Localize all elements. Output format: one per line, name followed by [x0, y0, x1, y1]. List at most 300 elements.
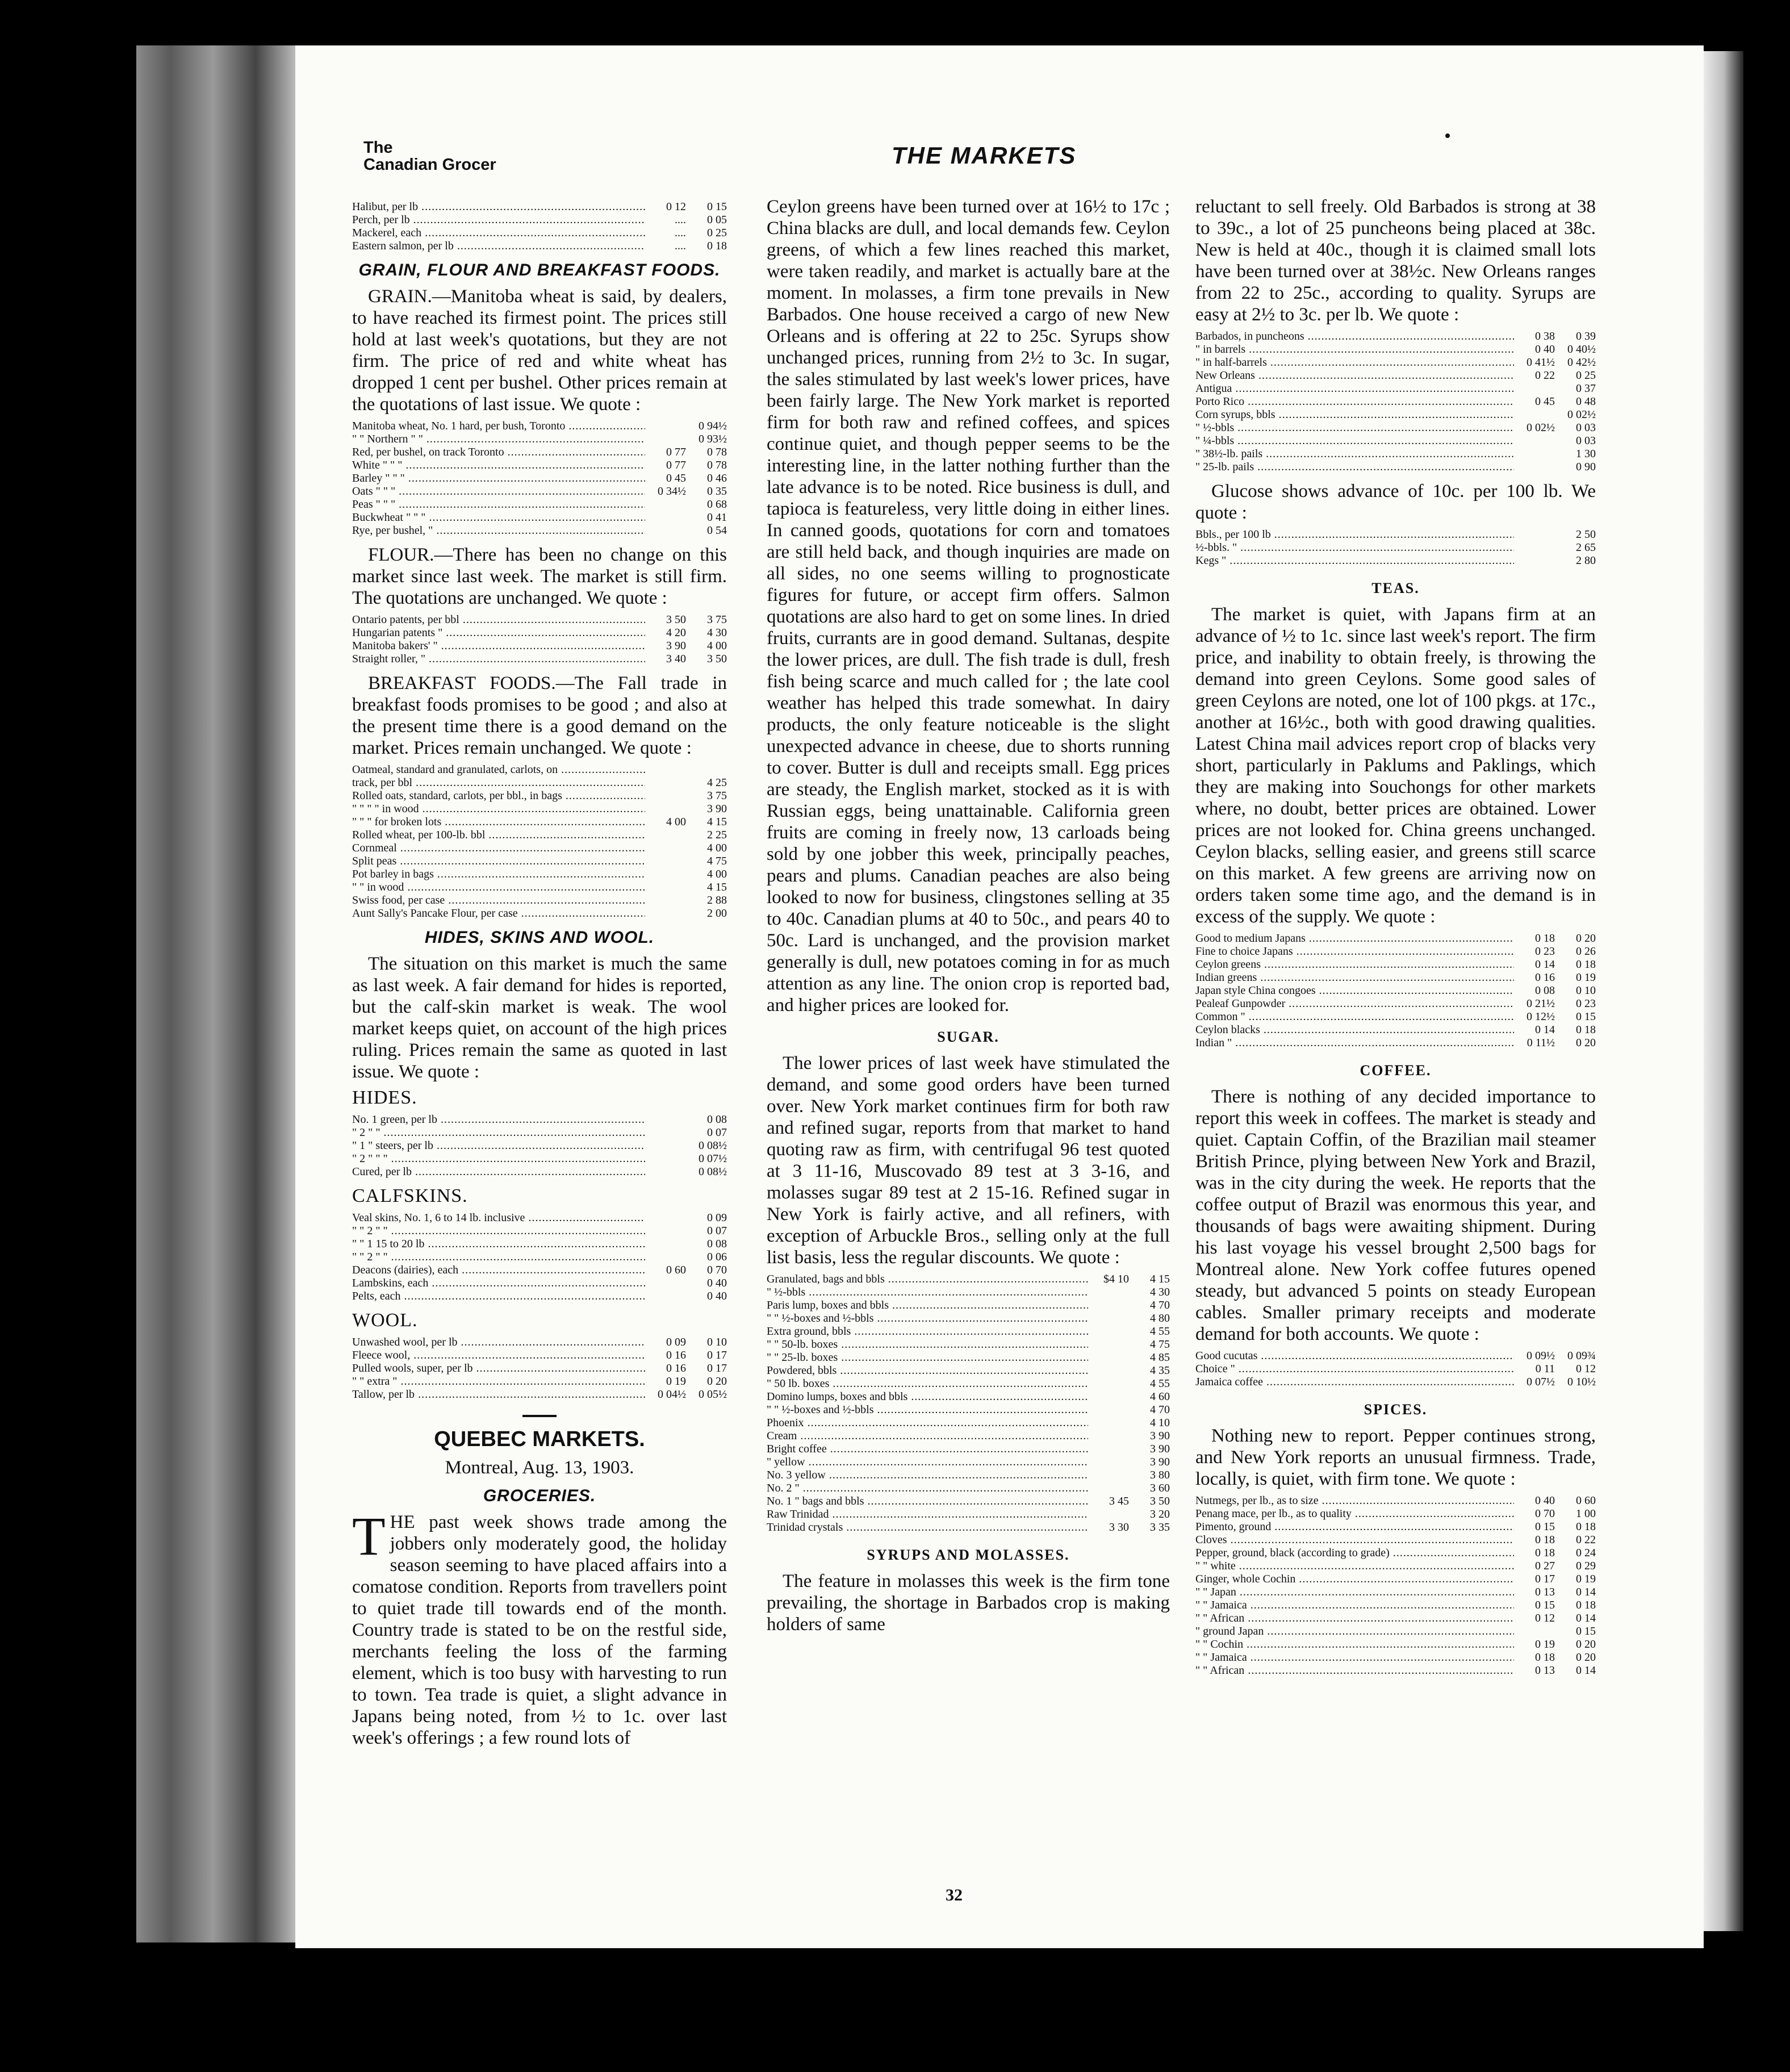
price-high: 0 68 [707, 498, 727, 511]
price-row [1195, 997, 1596, 1010]
item-label: Oats " " " ..... [352, 485, 645, 498]
right-page-edge [1704, 51, 1743, 1931]
item-label: " 1 " steers, per lb ..... [352, 1139, 645, 1152]
price-low: 0 19 [1535, 1638, 1555, 1651]
price-row [1195, 421, 1596, 435]
item-label: Ceylon blacks ..... [1195, 1024, 1514, 1037]
item-label: Bbls., per 100 lb ..... [1195, 528, 1514, 541]
price-low [1514, 541, 1555, 554]
price-low [1088, 1417, 1129, 1430]
price-row [352, 446, 727, 459]
item-label: Manitoba wheat, No. 1 hard, per bush, Toronto ..... [352, 420, 645, 433]
price-low: 3 50 [666, 613, 686, 626]
price-high: 0 48 [1576, 395, 1596, 408]
price-high: 4 85 [1150, 1351, 1170, 1364]
price-row [352, 776, 727, 789]
item-label: Antigua ..... [1195, 382, 1514, 395]
price-low [645, 803, 686, 816]
price-high: 0 10 [707, 1336, 727, 1348]
item-label: " " 1 15 to 20 lb ..... [352, 1238, 645, 1251]
grain-paragraph: GRAIN.—Manitoba wheat is said, by dealers, to have reached its firmest point. The prices still hold at last week's quotations, but they are not firm. The price of red and white wheat has dropped 1 cent per bushel. Other prices remain at the quotations of last issue. We quote : [352, 286, 727, 415]
price-high: 0 10½ [1567, 1376, 1596, 1388]
groceries-paragraph [352, 1506, 727, 1749]
price-row [352, 653, 727, 666]
price-row [352, 613, 727, 626]
price-low: 0 18 [1535, 932, 1555, 945]
price-row [352, 1113, 727, 1126]
price-row [767, 1299, 1170, 1312]
price-high: 0 18 [1576, 958, 1596, 971]
price-low [1088, 1338, 1129, 1351]
price-high: 0 19 [1576, 971, 1596, 984]
price-row [352, 524, 727, 537]
price-high: 0 25 [1576, 369, 1596, 382]
price-row [767, 1495, 1170, 1508]
price-row [352, 1126, 727, 1139]
item-label: Cured, per lb ..... [352, 1166, 645, 1179]
price-high: 0 07 [707, 1225, 727, 1237]
item-label: Peas " " " ..... [352, 498, 645, 511]
price-row [1195, 435, 1596, 448]
item-label: Japan style China congoes ..... [1195, 984, 1514, 997]
item-label: Cloves ..... [1195, 1534, 1514, 1547]
price-row [1195, 395, 1596, 408]
price-low: 3 90 [666, 640, 686, 652]
price-low: 0 11½ [1526, 1037, 1555, 1049]
price-high: 0 09¾ [1567, 1350, 1596, 1362]
price-high: 0 02½ [1567, 408, 1596, 421]
masthead-line-2: Canadian Grocer [363, 156, 496, 174]
hides-price-table [352, 1113, 727, 1179]
price-low: 0 34½ [658, 485, 686, 498]
price-low [645, 433, 686, 446]
item-label: Jamaica coffee ..... [1195, 1376, 1514, 1389]
item-label: Pot barley in bags ..... [352, 868, 645, 881]
item-label: No. 1 " bags and bbls ..... [767, 1495, 1088, 1508]
price-low [645, 524, 686, 537]
price-low: 0 16 [1535, 971, 1555, 984]
item-label: " " 25-lb. boxes ..... [767, 1351, 1088, 1364]
price-high: 0 08½ [699, 1166, 727, 1178]
price-low: 0 08 [1535, 984, 1555, 997]
price-row [767, 1469, 1170, 1482]
price-high: 2 25 [707, 829, 727, 841]
page-number: 32 [946, 1886, 963, 1904]
price-row [767, 1456, 1170, 1469]
price-low: 0 04½ [658, 1388, 686, 1401]
price-row [1195, 343, 1596, 356]
subheading-calfskins: CALFSKINS. [352, 1185, 468, 1206]
price-low [1088, 1482, 1129, 1495]
price-high: 1 00 [1576, 1507, 1596, 1520]
item-label: Trinidad crystals ..... [767, 1521, 1088, 1534]
item-label: New Orleans ..... [1195, 369, 1514, 382]
price-low [645, 1290, 686, 1303]
price-low: 3 40 [666, 653, 686, 665]
calfskins-price-table [352, 1212, 727, 1303]
price-high: 4 00 [707, 842, 727, 854]
price-low: 0 02½ [1526, 421, 1555, 434]
price-low [1514, 528, 1555, 541]
price-high: 0 20 [707, 1375, 727, 1388]
section-heading-spices: SPICES. [1364, 1401, 1428, 1418]
price-high: 3 90 [707, 803, 727, 815]
price-row [767, 1417, 1170, 1430]
price-row [352, 907, 727, 920]
coffee-paragraph: There is nothing of any decided importance to report this week in coffees. The market is steady and quiet. Captain Coffin, of the Brazilian mail steamer British Prince, plying between New York and Brazil, was in the city during the week. He reports that the coffee output of Brazil was enormous this year, and thousands of bags were awaiting shipment. During his last voyage his vessel brought 2,500 bags for Montreal alone. New York coffee futures opened steady, but advanced 5 points on steady European cables. Smaller primary receipts and moderate demand for both accounts. We quote : [1195, 1087, 1596, 1344]
price-high: 4 80 [1150, 1312, 1170, 1325]
price-high: 0 94½ [699, 420, 727, 432]
item-label: Indian greens ..... [1195, 971, 1514, 984]
item-label: " " Jamaica ..... [1195, 1599, 1514, 1612]
price-row [352, 1388, 727, 1401]
item-label: Mackerel, each ..... [352, 227, 645, 240]
price-high: 3 80 [1150, 1469, 1170, 1481]
item-label: " yellow ..... [767, 1456, 1088, 1469]
item-label: " " ½-boxes and ½-bbls ..... [767, 1312, 1088, 1325]
price-low [645, 1212, 686, 1225]
price-row [1195, 1599, 1596, 1612]
price-row [1195, 1494, 1596, 1507]
item-label: " ¼-bbls ..... [1195, 435, 1514, 448]
item-label: Ceylon greens ..... [1195, 958, 1514, 971]
breakfast-paragraph: BREAKFAST FOODS.—The Fall trade in breakfast foods promises to be good ; and also at the present time there is a good demand on the market. Prices remain unchanged. We quote : [352, 673, 727, 758]
price-high: 0 07 [707, 1126, 727, 1139]
price-high: 3 75 [707, 789, 727, 802]
item-label: Ginger, whole Cochin ..... [1195, 1573, 1514, 1586]
price-low [645, 868, 686, 881]
price-low: 0 09½ [1526, 1350, 1555, 1362]
item-label: Nutmegs, per lb., as to size ..... [1195, 1494, 1514, 1507]
price-row [352, 472, 727, 485]
price-low: 0 16 [666, 1349, 686, 1361]
price-high: 0 20 [1576, 932, 1596, 945]
price-high: 4 15 [707, 881, 727, 893]
price-low: 0 40 [1535, 1494, 1555, 1507]
item-label: " " Jamaica ..... [1195, 1651, 1514, 1664]
item-label: Split peas ..... [352, 855, 645, 868]
price-row [352, 763, 727, 776]
price-high: 0 15 [1576, 1625, 1596, 1637]
price-low: 4 20 [666, 626, 686, 639]
item-label: Raw Trinidad ..... [767, 1508, 1088, 1521]
price-row [352, 803, 727, 816]
price-high: 0 18 [1576, 1520, 1596, 1533]
masthead [363, 139, 496, 173]
item-label: " ground Japan ..... [1195, 1625, 1514, 1638]
price-row [767, 1390, 1170, 1403]
price-row [1195, 1651, 1596, 1664]
price-high: 4 00 [707, 640, 727, 652]
price-low: 0 14 [1535, 1024, 1555, 1036]
price-low [645, 855, 686, 868]
price-row [767, 1443, 1170, 1456]
price-high [686, 763, 727, 776]
section-heading-grain: GRAIN, FLOUR AND BREAKFAST FOODS. [358, 261, 721, 279]
price-low [1088, 1403, 1129, 1417]
item-label: Cream ..... [767, 1430, 1088, 1443]
price-low [1088, 1469, 1129, 1482]
price-high: 0 14 [1576, 1586, 1596, 1598]
price-low [645, 1238, 686, 1251]
price-row [767, 1273, 1170, 1286]
price-high: 0 41 [707, 511, 727, 524]
price-high: 0 03 [1576, 435, 1596, 447]
price-row [1195, 330, 1596, 343]
price-high: 0 06 [707, 1251, 727, 1263]
dateline: Montreal, Aug. 13, 1903. [445, 1457, 634, 1478]
price-high: 0 24 [1576, 1547, 1596, 1559]
price-high: 0 10 [1576, 984, 1596, 997]
item-label: Hungarian patents " ..... [352, 626, 645, 640]
price-row [1195, 1376, 1596, 1389]
price-high: 0 46 [707, 472, 727, 484]
price-low: 0 21½ [1526, 997, 1555, 1010]
price-row [352, 200, 727, 214]
price-low [1088, 1456, 1129, 1469]
price-high: 0 22 [1576, 1534, 1596, 1546]
glucose-price-table [1195, 528, 1596, 567]
price-row [352, 1225, 727, 1238]
price-row [1195, 1586, 1596, 1599]
price-low: 0 19 [666, 1375, 686, 1388]
price-high: 4 55 [1150, 1325, 1170, 1338]
price-low [645, 1139, 686, 1152]
price-row [352, 894, 727, 907]
price-low: 0 45 [666, 472, 686, 484]
item-label: Perch, per lb ..... [352, 214, 645, 227]
item-label: " " extra " ..... [352, 1375, 645, 1388]
item-label: " 2 " " " ..... [352, 1152, 645, 1166]
item-label: Paris lump, boxes and bbls ..... [767, 1299, 1088, 1312]
item-label: Extra ground, bbls ..... [767, 1325, 1088, 1338]
price-high: 2 00 [707, 907, 727, 920]
item-label: Buckwheat " " " ..... [352, 511, 645, 524]
item-label: Pealeaf Gunpowder ..... [1195, 997, 1514, 1010]
price-row [767, 1377, 1170, 1390]
price-low [1088, 1351, 1129, 1364]
item-label: " 50 lb. boxes ..... [767, 1377, 1088, 1390]
section-rule [522, 1415, 557, 1417]
price-row [1195, 984, 1596, 997]
price-high: 3 50 [707, 653, 727, 665]
price-row [1195, 1534, 1596, 1547]
price-row [1195, 1520, 1596, 1534]
column-3 [1195, 196, 1596, 1684]
price-low: 0 41½ [1526, 356, 1555, 369]
price-low [1514, 448, 1555, 461]
price-low [1088, 1508, 1129, 1521]
price-high: 0 37 [1576, 382, 1596, 395]
price-low: 0 60 [666, 1264, 686, 1276]
price-high: 1 30 [1576, 448, 1596, 460]
price-low: 0 27 [1535, 1560, 1555, 1572]
price-high: 0 29 [1576, 1560, 1596, 1572]
syrups-paragraph: The feature in molasses this week is the firm tone prevailing, the shortage in Barbados crop is making holders of same [767, 1571, 1170, 1635]
price-low [1088, 1364, 1129, 1377]
item-label: Rolled oats, standard, carlots, per bbl., in bags ..... [352, 789, 645, 803]
item-label: Lambskins, each ..... [352, 1277, 645, 1290]
item-label: Penang mace, per lb., as to quality ..... [1195, 1507, 1514, 1520]
item-label: Unwashed wool, per lb ..... [352, 1336, 645, 1349]
glucose-paragraph: Glucose shows advance of 10c. per 100 lb. We quote : [1195, 481, 1596, 523]
price-row [352, 511, 727, 524]
fish-price-table [352, 200, 727, 253]
price-low: 3 45 [1109, 1495, 1129, 1507]
price-low [1514, 382, 1555, 395]
price-low: 0 15 [1535, 1520, 1555, 1533]
price-high: 0 78 [707, 459, 727, 471]
price-high: 2 88 [707, 894, 727, 907]
price-row [352, 485, 727, 498]
price-high: 2 50 [1576, 528, 1596, 541]
price-high: 3 20 [1150, 1508, 1170, 1520]
price-row [352, 881, 727, 894]
price-high: 0 20 [1576, 1638, 1596, 1651]
price-high: 0 17 [707, 1349, 727, 1361]
item-label: " " 50-lb. boxes ..... [767, 1338, 1088, 1351]
item-label: Common " ..... [1195, 1010, 1514, 1024]
price-row [767, 1430, 1170, 1443]
item-label: Barley " " " ..... [352, 472, 645, 485]
price-high: 0 40½ [1567, 343, 1596, 356]
price-low: .... [675, 240, 686, 252]
subheading-wool: WOOL. [352, 1310, 418, 1331]
price-low [645, 907, 686, 920]
item-label: Domino lumps, boxes and bbls ..... [767, 1390, 1088, 1403]
price-low: 0 45 [1535, 395, 1555, 408]
price-row [352, 640, 727, 653]
item-label: Tallow, per lb ..... [352, 1388, 645, 1401]
page-title: THE MARKETS [892, 142, 1077, 169]
price-high: 4 10 [1150, 1417, 1170, 1429]
groceries-text: HE past week shows trade among the jobbers only moderately good, the holiday season seeming to have placed affairs into a comatose condition. Reports from travellers point to quiet trade till towards end of the month. Country trade is stated to be on the restful side, merchants feeling the loss of the farming element, which is too busy with harvesting to run to town. Tea trade is quiet, a slight advance in Japans being noted, from ½ to 1c. over last week's offerings ; a few round lots of [352, 1512, 727, 1748]
item-label: " " 2 " " ..... [352, 1251, 645, 1264]
price-high: 0 90 [1576, 461, 1596, 473]
price-low [645, 842, 686, 855]
section-heading-syrups: SYRUPS AND MOLASSES. [867, 1547, 1070, 1563]
price-low [645, 511, 686, 524]
price-row [1195, 528, 1596, 541]
item-label: " ½-bbls ..... [767, 1286, 1088, 1299]
price-high: 4 30 [707, 626, 727, 639]
item-label: Rolled wheat, per 100-lb. bbl ..... [352, 829, 645, 842]
price-low: 0 22 [1535, 369, 1555, 382]
price-row [352, 1336, 727, 1349]
item-label: " " Japan ..... [1195, 1586, 1514, 1599]
price-low: 0 13 [1535, 1586, 1555, 1598]
spices-price-table [1195, 1494, 1596, 1677]
price-row [1195, 554, 1596, 567]
section-heading-groceries: GROCERIES. [483, 1486, 596, 1505]
price-low: 3 30 [1109, 1521, 1129, 1534]
price-row [1195, 1560, 1596, 1573]
price-high: 0 08 [707, 1238, 727, 1250]
price-low [1514, 408, 1555, 421]
column-2 [767, 196, 1170, 1639]
price-row [1195, 971, 1596, 984]
column-1 [352, 196, 727, 1752]
item-label: Aunt Sally's Pancake Flour, per case ..... [352, 907, 645, 920]
price-low [645, 498, 686, 511]
price-high: 0 39 [1576, 330, 1596, 342]
price-row [1195, 461, 1596, 474]
price-high: 0 54 [707, 524, 727, 537]
quebec-markets-heading: QUEBEC MARKETS. [434, 1427, 645, 1451]
price-low [645, 1277, 686, 1290]
price-low: 0 18 [1535, 1547, 1555, 1559]
masthead-line-1: The [363, 139, 393, 157]
price-high: 0 93½ [699, 433, 727, 445]
molasses-price-table [1195, 330, 1596, 474]
price-row [352, 1277, 727, 1290]
item-label: Halibut, per lb ..... [352, 200, 645, 214]
breakfast-price-table [352, 763, 727, 920]
price-high: 0 03 [1576, 421, 1596, 434]
item-label: " 38½-lb. pails ..... [1195, 448, 1514, 461]
item-label: Veal skins, No. 1, 6 to 14 lb. inclusive ..... [352, 1212, 645, 1225]
item-label: Choice " ..... [1195, 1363, 1514, 1376]
price-low [645, 829, 686, 842]
price-low: $4 10 [1103, 1273, 1129, 1285]
price-high: 0 70 [707, 1264, 727, 1276]
price-row [352, 1375, 727, 1388]
item-label: Red, per bushel, on track Toronto ..... [352, 446, 645, 459]
price-low: 0 14 [1535, 958, 1555, 971]
price-high: 4 30 [1150, 1286, 1170, 1298]
price-row [352, 1152, 727, 1166]
item-label: Swiss food, per case ..... [352, 894, 645, 907]
price-row [1195, 448, 1596, 461]
item-label: Rye, per bushel, " ..... [352, 524, 645, 537]
price-high: 4 35 [1150, 1364, 1170, 1377]
teas-price-table [1195, 932, 1596, 1050]
price-row [767, 1403, 1170, 1417]
price-row [352, 1212, 727, 1225]
price-high: 2 80 [1576, 554, 1596, 567]
item-label: Good cucutas ..... [1195, 1350, 1514, 1363]
price-low [1514, 554, 1555, 567]
molasses-paragraph: reluctant to sell freely. Old Barbados is strong at 38 to 39c., a lot of 25 puncheons being placed at 38c. New is held at 40c., though it is claimed small lots have been turned over at 38½c. New Orleans ranges from 22 to 25c., according to quality. Syrups are easy at 2½ to 3c. per lb. We quote : [1195, 197, 1596, 325]
price-low [1088, 1390, 1129, 1403]
price-row [352, 214, 727, 227]
price-high: 4 25 [707, 776, 727, 789]
wool-price-table [352, 1336, 727, 1401]
price-row [767, 1508, 1170, 1521]
coffee-price-table [1195, 1350, 1596, 1389]
item-label: " " in wood ..... [352, 881, 645, 894]
item-label: Good to medium Japans ..... [1195, 932, 1514, 945]
price-row [352, 789, 727, 803]
item-label: Pepper, ground, black (according to grade) ..... [1195, 1547, 1514, 1560]
hides-paragraph: The situation on this market is much the same as last week. A fair demand for hides is reported, but the calf-skin market is weak. The wool market keeps quiet, on account of the high prices ruling. Prices remain the same as quoted in last issue. We quote : [352, 954, 727, 1082]
price-row [352, 459, 727, 472]
price-high: 3 50 [1150, 1495, 1170, 1507]
price-low: .... [675, 227, 686, 239]
item-label: Kegs " ..... [1195, 554, 1514, 567]
price-row [352, 240, 727, 253]
section-heading-teas: TEAS. [1371, 580, 1420, 596]
price-row [352, 227, 727, 240]
price-high: 4 15 [1150, 1273, 1170, 1285]
sugar-paragraph: The lower prices of last week have stimulated the demand, and some good orders have been turned over. New York market continues firm for both raw and refined sugar, reports from that market to hand quoting raw as firm, with centrifugal 96 test quoted at 3 11-16, Muscovado 89 test at 3 3-16, and molasses sugar 89 test at 2 15-16. Refined sugar in New York is fairly active, and all refiners, with exception of Arbuckle Bros., selling only at the full list basis, less the regular discounts. We quote : [767, 1053, 1170, 1268]
price-low [645, 1251, 686, 1264]
price-row [352, 1166, 727, 1179]
item-label: " " " for broken lots ..... [352, 816, 645, 829]
price-row [767, 1351, 1170, 1364]
price-low: 0 23 [1535, 945, 1555, 958]
binding-edge [136, 45, 307, 1943]
